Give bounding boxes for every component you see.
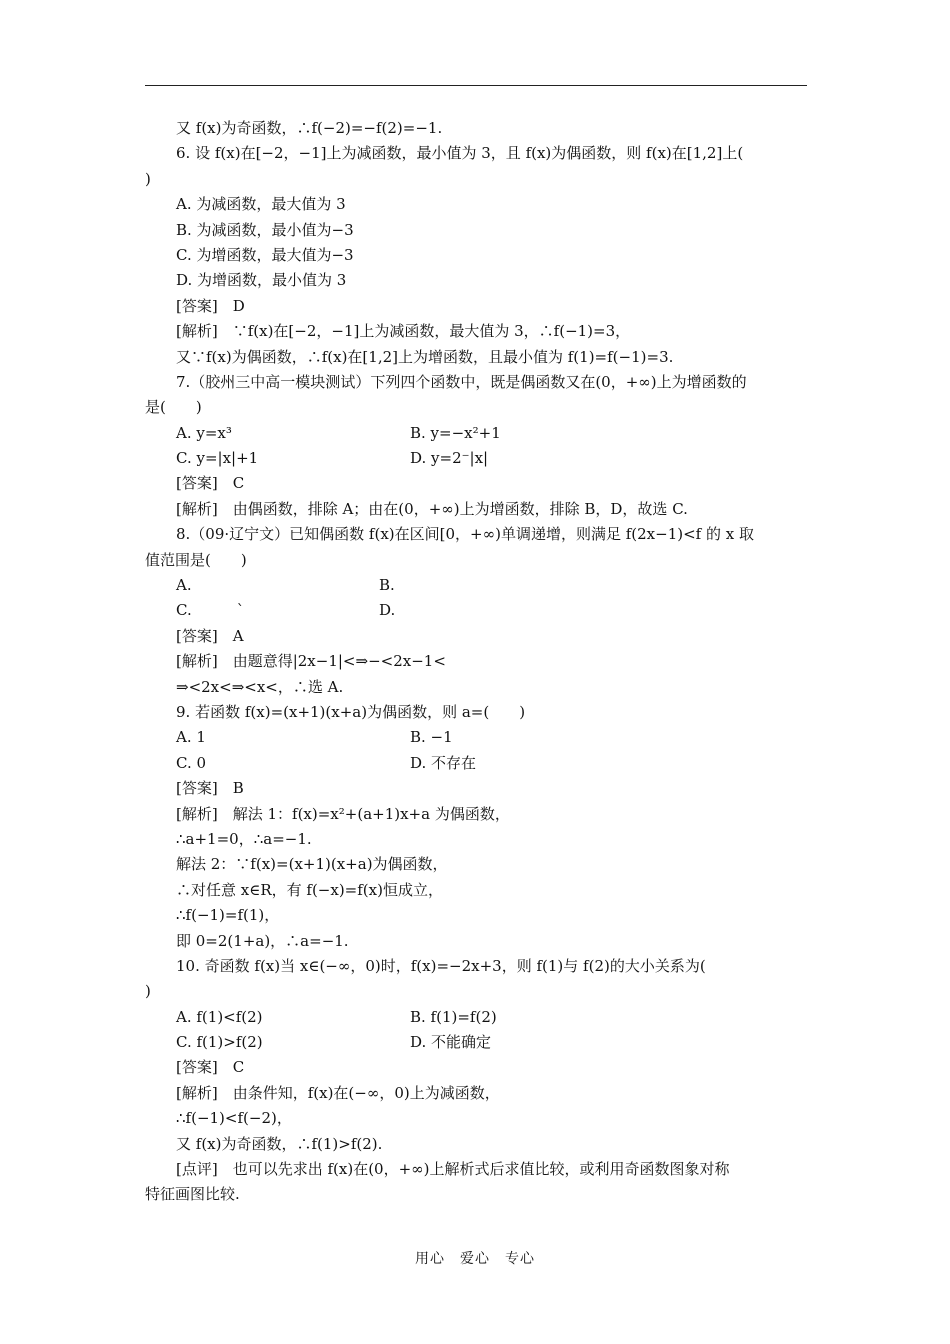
text-line: ∴f(−1)=f(1)，	[176, 906, 280, 925]
option-c: C. 为增函数，最大值为−3	[176, 245, 354, 264]
options-row	[145, 751, 807, 776]
question-10: 10. 奇函数 f(x)当 x∈(−∞，0)时，f(x)=−2x+3，则 f(1)与 f(2)的大小关系为(	[176, 956, 706, 975]
option-b: B. 为减函数，最小值为−3	[176, 220, 354, 239]
option-a: A. f(1)<f(2)	[176, 1007, 263, 1026]
option-c: C. 0	[176, 753, 207, 772]
analysis-label: [解析] 由条件知，f(x)在(−∞，0)上为减函数，	[176, 1083, 500, 1102]
option-d: D. 不存在	[410, 753, 477, 772]
text-line: )	[145, 982, 151, 1001]
option-d: D. 不能确定	[410, 1033, 492, 1052]
text-line: 即 0=2(1+a)，∴a=−1.	[176, 931, 349, 950]
text-line: 特征画图比较.	[145, 1185, 240, 1204]
option-b: B. y=−x²+1	[410, 423, 501, 442]
option-b: B. f(1)=f(2)	[410, 1007, 497, 1026]
text-line: ∴对任意 x∈R，有 f(−x)=f(x)恒成立，	[176, 880, 443, 899]
answer-label: [答案] D	[176, 296, 245, 315]
options-row	[145, 573, 807, 598]
option-d: D. y=2⁻|x|	[410, 449, 489, 468]
option-a: A. 1	[176, 728, 206, 747]
analysis-label: [解析] 由偶函数，排除 A；由在(0，+∞)上为增函数，排除 B，D，故选 C.	[176, 499, 688, 518]
analysis-label: [解析] 由题意得|2x−1|<⇒−<2x−1<	[176, 652, 446, 671]
option-d: D.	[379, 601, 396, 620]
question-8: 8.（09·辽宁文）已知偶函数 f(x)在区间[0，+∞)单调递增，则满足 f(2x−1)<f 的 x 取	[176, 525, 754, 544]
option-c: C. `	[176, 601, 245, 620]
options-row	[145, 725, 807, 750]
text-line: ⇒<2x<⇒<x<，∴选 A.	[176, 677, 344, 696]
question-6: 6. 设 f(x)在[−2，−1]上为减函数，最小值为 3，且 f(x)为偶函数，则 f(x)在[1,2]上(	[176, 144, 744, 163]
answer-label: [答案] C	[176, 474, 245, 493]
options-row	[145, 598, 807, 623]
options-row	[145, 446, 807, 471]
answer-label: [答案] A	[176, 626, 244, 645]
options-row	[145, 1030, 807, 1055]
text-line: 解法 2：∵f(x)=(x+1)(x+a)为偶函数，	[176, 855, 448, 874]
answer-label: [答案] B	[176, 779, 244, 798]
option-d: D. 为增函数，最小值为 3	[176, 271, 347, 290]
question-9: 9. 若函数 f(x)=(x+1)(x+a)为偶函数，则 a=( )	[176, 702, 526, 721]
comment-label: [点评] 也可以先求出 f(x)在(0，+∞)上解析式后求值比较，或利用奇函数图象对称	[176, 1160, 730, 1179]
document-body	[145, 116, 807, 1208]
text-line: 是( )	[145, 398, 202, 417]
text-line: 又∵f(x)为偶函数，∴f(x)在[1,2]上为增函数，且最小值为 f(1)=f(−1)=3.	[176, 347, 674, 366]
analysis-label: [解析] 解法 1：f(x)=x²+(a+1)x+a 为偶函数，	[176, 804, 510, 823]
option-b: B.	[379, 576, 395, 595]
answer-label: [答案] C	[176, 1058, 245, 1077]
page-footer: 用心 爱心 专心	[415, 1251, 535, 1267]
analysis-label: [解析] ∵f(x)在[−2，−1]上为减函数，最大值为 3，∴f(−1)=3，	[176, 322, 631, 341]
text-line: 值范围是( )	[145, 550, 247, 569]
option-c: C. f(1)>f(2)	[176, 1033, 263, 1052]
options-row	[145, 1005, 807, 1030]
question-7: 7.（胶州三中高一模块测试）下列四个函数中，既是偶函数又在(0，+∞)上为增函数的	[176, 372, 747, 391]
text-line: ∴f(−1)<f(−2)，	[176, 1109, 292, 1128]
option-b: B. −1	[410, 728, 453, 747]
options-row	[145, 421, 807, 446]
option-a: A. 为减函数，最大值为 3	[176, 195, 346, 214]
text-line: )	[145, 169, 151, 188]
option-a: A.	[176, 576, 192, 595]
text-line: 又 f(x)为奇函数，∴f(−2)=−f(2)=−1.	[176, 119, 443, 137]
text-line: 又 f(x)为奇函数，∴f(1)>f(2).	[176, 1134, 383, 1153]
text-line: ∴a+1=0，∴a=−1.	[176, 829, 312, 848]
option-c: C. y=|x|+1	[176, 449, 259, 468]
header-rule	[145, 85, 807, 86]
option-a: A. y=x³	[176, 423, 232, 442]
